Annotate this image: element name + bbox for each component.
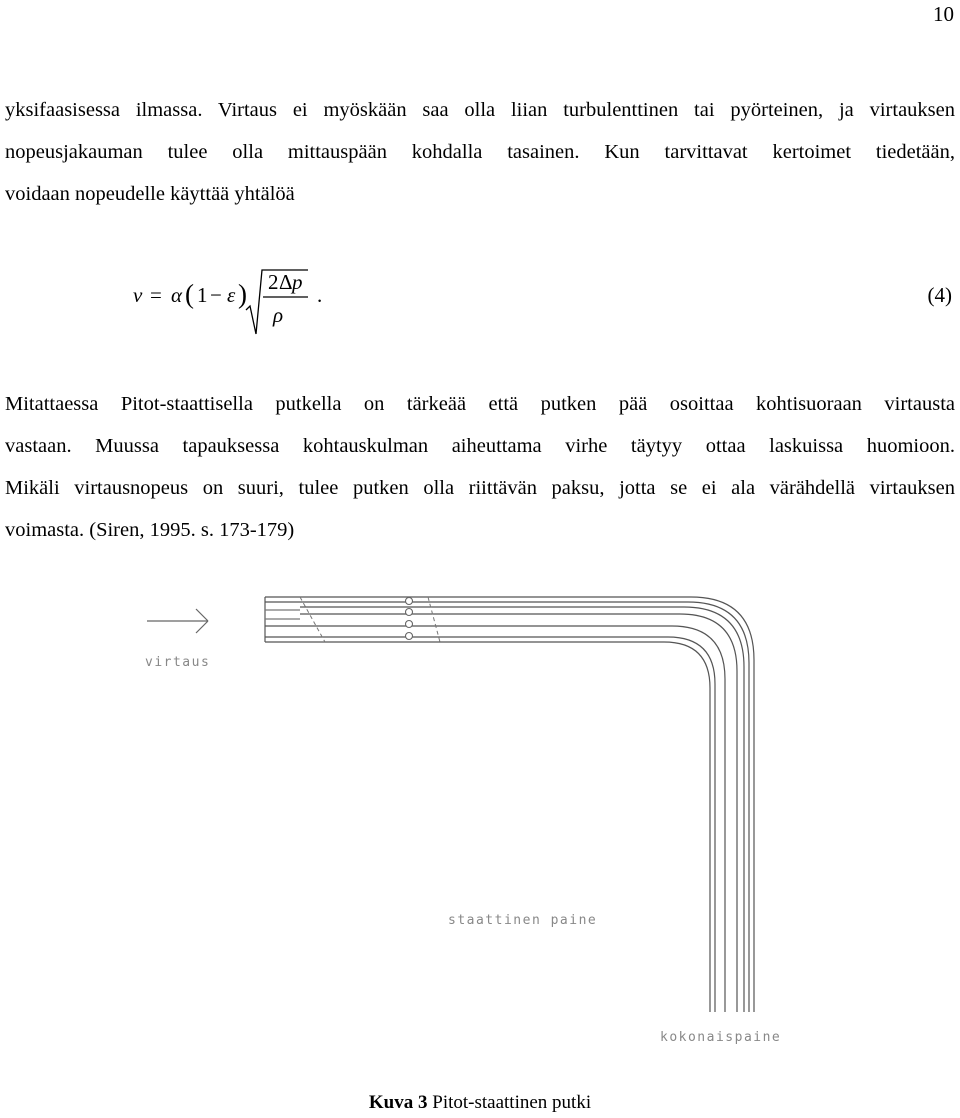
text-line: voimasta. (Siren, 1995. s. 173-179): [5, 519, 295, 541]
eq-denominator-rho: ρ: [273, 303, 284, 327]
figure-caption: [0, 1092, 960, 1114]
eq-numerator-two: 2: [268, 270, 279, 294]
label-flow: virtaus: [145, 655, 211, 670]
eq-velocity-symbol: v: [133, 283, 143, 307]
tube-section-lines: [300, 597, 440, 642]
text-line: yksifaasisessa ilmassa. Virtaus ei myöskään saa olla liian turbulenttinen tai pyörteinen, ja virtauksen: [5, 99, 955, 121]
text-line: voidaan nopeudelle käyttää yhtälöä: [5, 183, 295, 205]
eq-close-paren: ): [238, 279, 247, 309]
equation-4: [0, 262, 960, 342]
page-number: 10: [933, 2, 954, 26]
eq-open-paren: (: [185, 279, 194, 309]
text-line: nopeusjakauman tulee olla mittauspään kohdalla tasainen. Kun tarvittavat kertoimet tiedetään,: [5, 141, 955, 163]
equation-formula: [0, 262, 960, 342]
eq-numerator-delta: Δ: [279, 270, 293, 294]
paragraph-pitot: [5, 383, 955, 551]
paragraph-intro: [5, 89, 955, 215]
eq-alpha: α: [171, 283, 183, 307]
label-total-pressure: kokonaispaine: [660, 1030, 782, 1045]
eq-minus: −: [210, 283, 222, 307]
tube-body: [265, 597, 754, 1012]
caption-text: Pitot-staattinen putki: [427, 1092, 592, 1113]
eq-epsilon: ε: [227, 283, 236, 307]
pitot-tube-drawing: [0, 585, 960, 1055]
text-line: Mitattaessa Pitot-staattisella putkella on tärkeää että putken pää osoittaa kohtisuoraan virtausta: [5, 393, 955, 415]
eq-equals: =: [150, 283, 162, 307]
caption-number: Kuva 3: [368, 1092, 428, 1113]
equation-number: (4): [927, 283, 952, 307]
eq-one: 1: [197, 283, 208, 307]
text-line: vastaan. Muussa tapauksessa kohtauskulman aiheuttama virhe täytyy ottaa laskuissa huomioon.: [5, 435, 955, 457]
eq-numerator-p: p: [292, 270, 303, 294]
static-holes: [406, 598, 413, 640]
figure-pitot-tube: [0, 585, 960, 1055]
flow-arrow-icon: [147, 609, 208, 633]
text-line: Mikäli virtausnopeus on suuri, tulee putken olla riittävän paksu, jotta se ei ala värähdellä virtauksen: [5, 477, 955, 499]
label-static-pressure: staattinen paine: [448, 913, 598, 928]
eq-period: .: [317, 283, 323, 307]
